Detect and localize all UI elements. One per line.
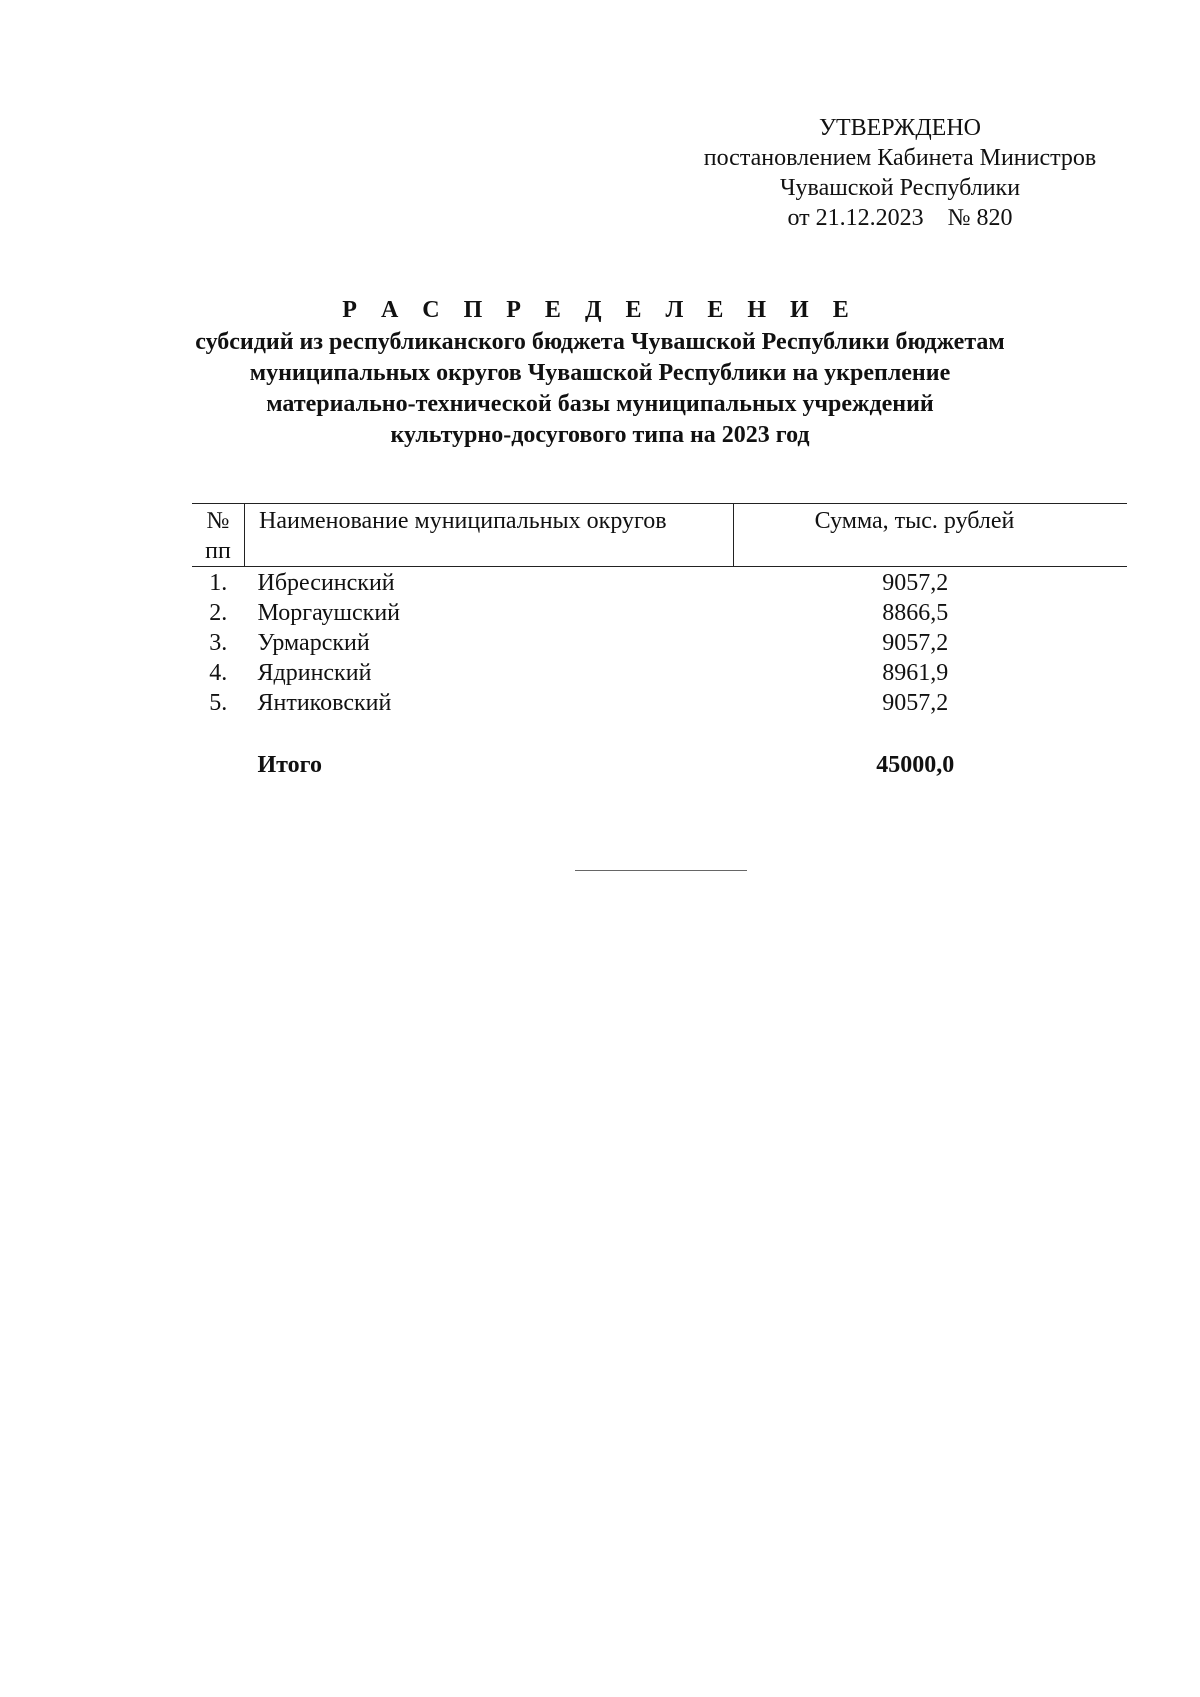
row-amount: 8961,9: [882, 660, 949, 686]
row-district: Янтиковский: [257, 690, 392, 716]
total-amount: 45000,0: [876, 752, 955, 778]
row-number: 3.: [209, 630, 228, 656]
document-title: [150, 295, 1050, 451]
table-header-row: [192, 504, 1127, 567]
table-row: [192, 567, 1127, 599]
row-amount: 8866,5: [882, 600, 949, 626]
approval-date-number: от 21.12.2023 № 820: [787, 205, 1013, 231]
title-line-1: субсидий из республиканского бюджета Чувашской Республики бюджетам: [195, 329, 1005, 355]
header-number: [192, 504, 245, 567]
table-spacer-row: [192, 718, 1127, 750]
total-label: Итого: [257, 752, 322, 778]
row-number: 4.: [209, 660, 228, 686]
total-row: [192, 750, 1127, 780]
total-number-cell: [192, 750, 245, 780]
header-number-abbr: пп: [205, 538, 231, 564]
header-amount: Сумма, тыс. рублей: [734, 504, 1128, 567]
header-district-name: Наименование муниципальных округов: [245, 504, 734, 567]
title-line-3: материально-технической базы муниципальных учреждений: [266, 391, 934, 417]
title-line-4: культурно-досугового типа на 2023 год: [390, 422, 810, 448]
row-district: Ядринский: [257, 660, 372, 686]
spacer-cell: [192, 718, 245, 750]
row-number: 2.: [209, 600, 228, 626]
title-line-2: муниципальных округов Чувашской Республики на укрепление: [249, 360, 951, 386]
spacer-cell: [245, 718, 734, 750]
row-amount: 9057,2: [882, 630, 949, 656]
row-amount: 9057,2: [882, 690, 949, 716]
document-end-rule: [575, 870, 747, 871]
distribution-table: [192, 503, 1127, 780]
table-row: [192, 688, 1127, 718]
approval-block: [670, 113, 1130, 233]
row-district: Ибресинский: [257, 570, 395, 596]
row-district: Моргаушский: [257, 600, 400, 626]
row-number: 5.: [209, 690, 228, 716]
row-district: Урмарский: [257, 630, 370, 656]
table-row: [192, 598, 1127, 628]
table-row: [192, 658, 1127, 688]
header-number-symbol: №: [206, 508, 230, 534]
row-number: 1.: [209, 570, 228, 596]
approval-republic: Чувашской Республики: [779, 175, 1021, 201]
approval-title: УТВЕРЖДЕНО: [818, 115, 982, 141]
document-heading: Р А С П Р Е Д Е Л Е Н И Е: [342, 297, 858, 323]
approval-issuer: постановлением Кабинета Министров: [703, 145, 1097, 171]
row-amount: 9057,2: [882, 570, 949, 596]
spacer-cell: [734, 718, 1128, 750]
table-row: [192, 628, 1127, 658]
